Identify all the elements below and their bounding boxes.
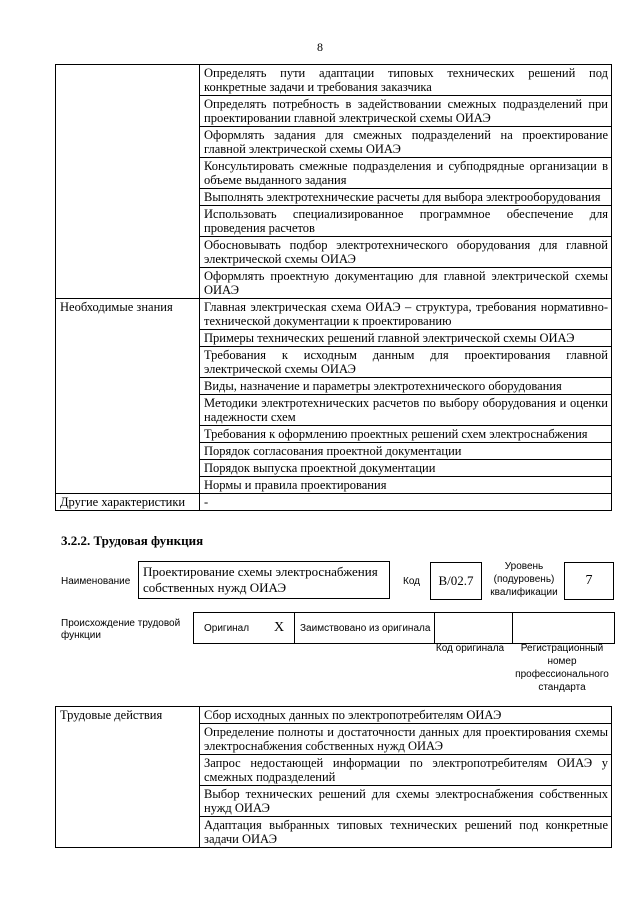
row-text: Требования к исходным данным для проектирования главной электрической схемы ОИАЭ [200,347,612,378]
origin-label: Происхождение трудовой функции [61,618,181,641]
reg-caption: Регистрационный номер профессионального стандарта [515,643,609,693]
labor-actions-table [55,706,612,848]
row-label [56,65,200,299]
row-label: Трудовые действия [56,707,200,848]
name-label: Наименование [61,576,131,587]
row-text: Сбор исходных данных по электропотребителям ОИАЭ [200,707,612,724]
borrowed-label: Заимствовано из оригинала [300,623,431,634]
row-text: Определение полноты и достаточности данных для проектирования схемы электроснабжения собственных нужд ОИАЭ [200,724,612,755]
row-text: Виды, назначение и параметры электротехнического оборудования [200,378,612,395]
row-text: Оформлять задания для смежных подразделений на проектирование главной электрической схемы ОИАЭ [200,127,612,158]
row-text: Порядок согласования проектной документации [200,443,612,460]
row-text: Нормы и правила проектирования [200,477,612,494]
code-value: B/02.7 [430,562,482,600]
original-mark: X [274,620,285,635]
table-row [56,707,612,724]
function-name-value: Проектирование схемы электроснабжения собственных нужд ОИАЭ [138,561,390,599]
origin-row [193,612,615,644]
row-text: Адаптация выбранных типовых технических решений под конкретные задачи ОИАЭ [200,817,612,848]
section-heading: 3.2.2. Трудовая функция [61,533,204,548]
row-label: Другие характеристики [56,494,200,511]
row-text: Обосновывать подбор электротехнического оборудования для главной электрической схемы ОИАЭ [200,237,612,268]
table-row [56,65,612,96]
original-label: Оригинал [204,623,250,634]
page-number: 8 [317,40,323,54]
row-text: Определять пути адаптации типовых технических решений под конкретные задачи и требования заказчика [200,65,612,96]
divider [512,613,513,643]
row-text: Консультировать смежные подразделения и субподрядные организации в объеме выданного задания [200,158,612,189]
row-text: Главная электрическая схема ОИАЭ – структура, требования нормативно-технической документации к проектированию [200,299,612,330]
level-value: 7 [564,562,614,600]
row-label: Необходимые знания [56,299,200,494]
code-label: Код [403,576,421,587]
row-text: Требования к оформлению проектных решений схем электроснабжения [200,426,612,443]
table-row [56,299,612,330]
level-label: Уровень (подуровень) квалификации [490,561,558,598]
divider [434,613,435,643]
code-caption: Код оригинала [435,643,505,654]
table-row [56,494,612,511]
row-text: Использовать специализированное программное обеспечение для проведения расчетов [200,206,612,237]
row-text: Выполнять электротехнические расчеты для выбора электрооборудования [200,189,612,206]
skills-knowledge-table [55,64,612,511]
row-text: Порядок выпуска проектной документации [200,460,612,477]
divider [294,613,295,643]
row-text: Примеры технических решений главной электрической схемы ОИАЭ [200,330,612,347]
row-text: Оформлять проектную документацию для главной электрической схемы ОИАЭ [200,268,612,299]
row-text: - [200,494,612,511]
row-text: Определять потребность в задействовании смежных подразделений при проектировании главной электрической схемы ОИАЭ [200,96,612,127]
row-text: Методики электротехнических расчетов по выбору оборудования и оценки надежности схем [200,395,612,426]
row-text: Выбор технических решений для схемы электроснабжения собственных нужд ОИАЭ [200,786,612,817]
row-text: Запрос недостающей информации по электропотребителям ОИАЭ у смежных подразделений [200,755,612,786]
